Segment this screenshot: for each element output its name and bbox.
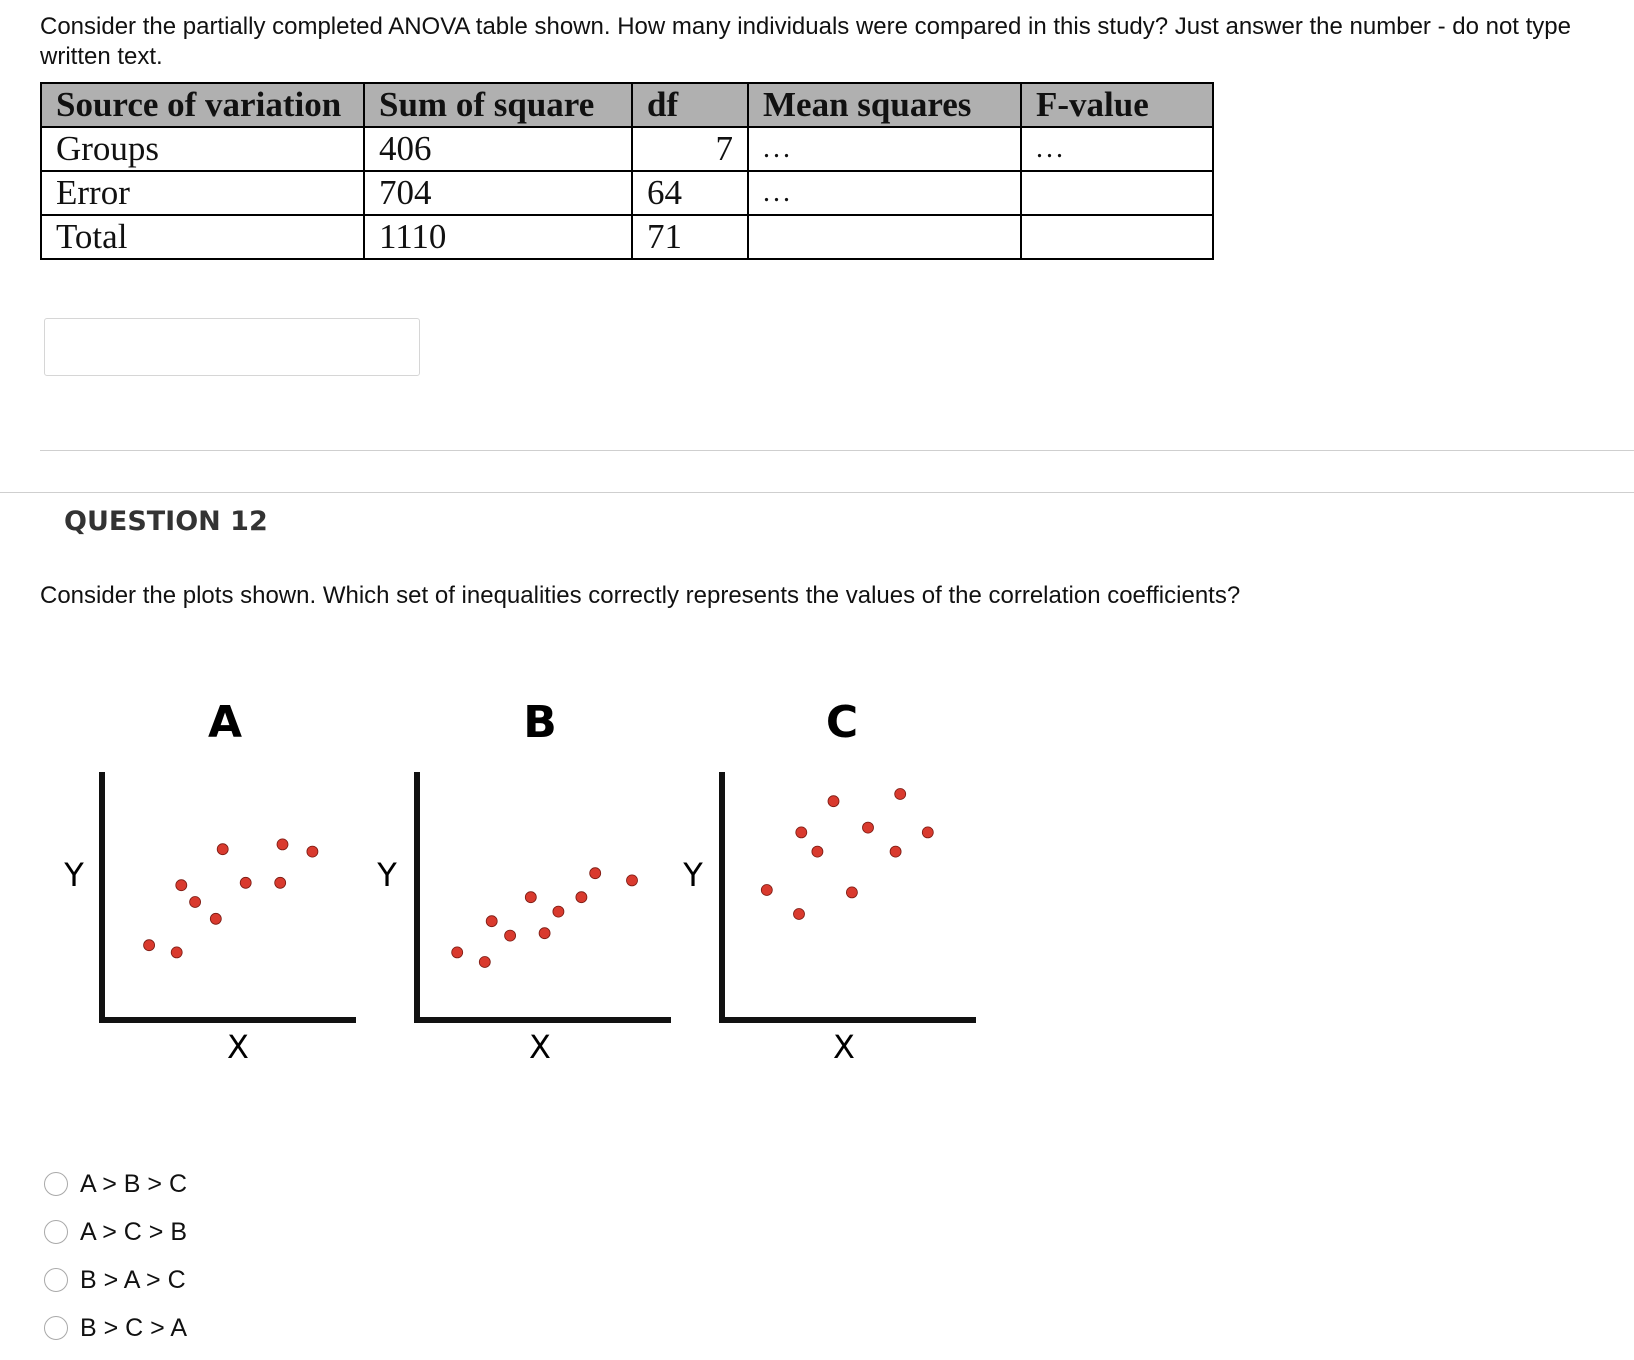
plot-a bbox=[63, 697, 356, 1066]
plot-a-title: A bbox=[207, 697, 243, 748]
scatter-point bbox=[505, 930, 516, 941]
scatter-point bbox=[627, 875, 638, 886]
cell-ms: ... bbox=[748, 127, 1021, 171]
cell-ss: 1110 bbox=[364, 215, 632, 259]
scatter-point bbox=[828, 796, 839, 807]
cell-source: Groups bbox=[41, 127, 364, 171]
cell-f bbox=[1021, 171, 1213, 215]
scatter-point bbox=[846, 887, 857, 898]
scatter-point bbox=[890, 846, 901, 857]
radio-button[interactable] bbox=[44, 1172, 68, 1196]
scatter-point bbox=[275, 877, 286, 888]
option-4[interactable] bbox=[44, 1304, 187, 1352]
header-mean-squares: Mean squares bbox=[748, 83, 1021, 127]
option-1[interactable] bbox=[44, 1160, 187, 1208]
header-sum-of-square: Sum of square bbox=[364, 83, 632, 127]
answer-input[interactable] bbox=[44, 318, 420, 376]
scatter-point bbox=[812, 846, 823, 857]
scatter-point bbox=[217, 844, 228, 855]
scatter-point bbox=[590, 868, 601, 879]
header-df: df bbox=[632, 83, 748, 127]
scatter-point bbox=[576, 892, 587, 903]
scatter-point bbox=[144, 940, 155, 951]
radio-button[interactable] bbox=[44, 1268, 68, 1292]
cell-ss: 704 bbox=[364, 171, 632, 215]
cell-ms bbox=[748, 215, 1021, 259]
option-label[interactable]: B > C > A bbox=[80, 1313, 188, 1342]
scatter-point bbox=[210, 913, 221, 924]
plot-b-ylabel: Y bbox=[377, 856, 397, 894]
scatter-point bbox=[240, 877, 251, 888]
scatter-point bbox=[277, 839, 288, 850]
cell-df: 64 bbox=[632, 171, 748, 215]
scatter-point bbox=[761, 885, 772, 896]
scatter-point bbox=[863, 822, 874, 833]
radio-button[interactable] bbox=[44, 1316, 68, 1340]
scatter-point bbox=[895, 789, 906, 800]
cell-source: Total bbox=[41, 215, 364, 259]
plot-b-title: B bbox=[523, 697, 557, 748]
scatter-plots bbox=[0, 690, 1000, 1070]
option-3[interactable] bbox=[44, 1256, 187, 1304]
question-11-text: Consider the partially completed ANOVA table shown. How many individuals were compared in this study? Just answer the number - do not type written text. bbox=[40, 13, 1571, 70]
scatter-point bbox=[486, 916, 497, 927]
plot-b bbox=[376, 697, 671, 1066]
scatter-point bbox=[176, 880, 187, 891]
question-separator bbox=[0, 492, 1634, 493]
cell-f bbox=[1021, 215, 1213, 259]
plot-c-points bbox=[761, 789, 933, 920]
question-12-title: QUESTION 12 bbox=[64, 506, 268, 537]
cell-df: 7 bbox=[632, 127, 748, 171]
cell-ss: 406 bbox=[364, 127, 632, 171]
plot-b-points bbox=[452, 868, 638, 968]
header-source: Source of variation bbox=[41, 83, 364, 127]
scatter-point bbox=[794, 909, 805, 920]
option-label[interactable]: A > B > C bbox=[80, 1169, 188, 1198]
divider bbox=[40, 450, 1634, 451]
header-f-value: F-value bbox=[1021, 83, 1213, 127]
plot-c-title: C bbox=[825, 697, 859, 748]
option-label[interactable]: A > C > B bbox=[80, 1217, 188, 1246]
anova-row-error bbox=[41, 171, 1213, 215]
anova-row-groups bbox=[41, 127, 1213, 171]
scatter-point bbox=[553, 906, 564, 917]
scatter-point bbox=[539, 928, 550, 939]
scatter-point bbox=[922, 827, 933, 838]
scatter-point bbox=[307, 846, 318, 857]
scatter-point bbox=[796, 827, 807, 838]
scatter-point bbox=[479, 957, 490, 968]
anova-row-total bbox=[41, 215, 1213, 259]
cell-source: Error bbox=[41, 171, 364, 215]
cell-f: ... bbox=[1021, 127, 1213, 171]
scatter-point bbox=[452, 947, 463, 958]
plot-b-xlabel: X bbox=[529, 1028, 551, 1066]
option-2[interactable] bbox=[44, 1208, 187, 1256]
plot-c bbox=[682, 697, 976, 1066]
plot-a-points bbox=[144, 839, 318, 958]
cell-df: 71 bbox=[632, 215, 748, 259]
plot-c-ylabel: Y bbox=[683, 856, 703, 894]
scatter-point bbox=[525, 892, 536, 903]
question-12-text: Consider the plots shown. Which set of inequalities correctly represents the values of the correlation coefficients? bbox=[40, 582, 1241, 609]
scatter-point bbox=[190, 897, 201, 908]
cell-ms: ... bbox=[748, 171, 1021, 215]
anova-table bbox=[40, 82, 1214, 260]
plot-a-xlabel: X bbox=[227, 1028, 249, 1066]
option-label[interactable]: B > A > C bbox=[80, 1265, 186, 1294]
scatter-point bbox=[171, 947, 182, 958]
answer-options bbox=[44, 1160, 187, 1352]
plot-c-xlabel: X bbox=[833, 1028, 855, 1066]
plot-a-ylabel: Y bbox=[64, 856, 84, 894]
radio-button[interactable] bbox=[44, 1220, 68, 1244]
anova-header-row bbox=[41, 83, 1213, 127]
